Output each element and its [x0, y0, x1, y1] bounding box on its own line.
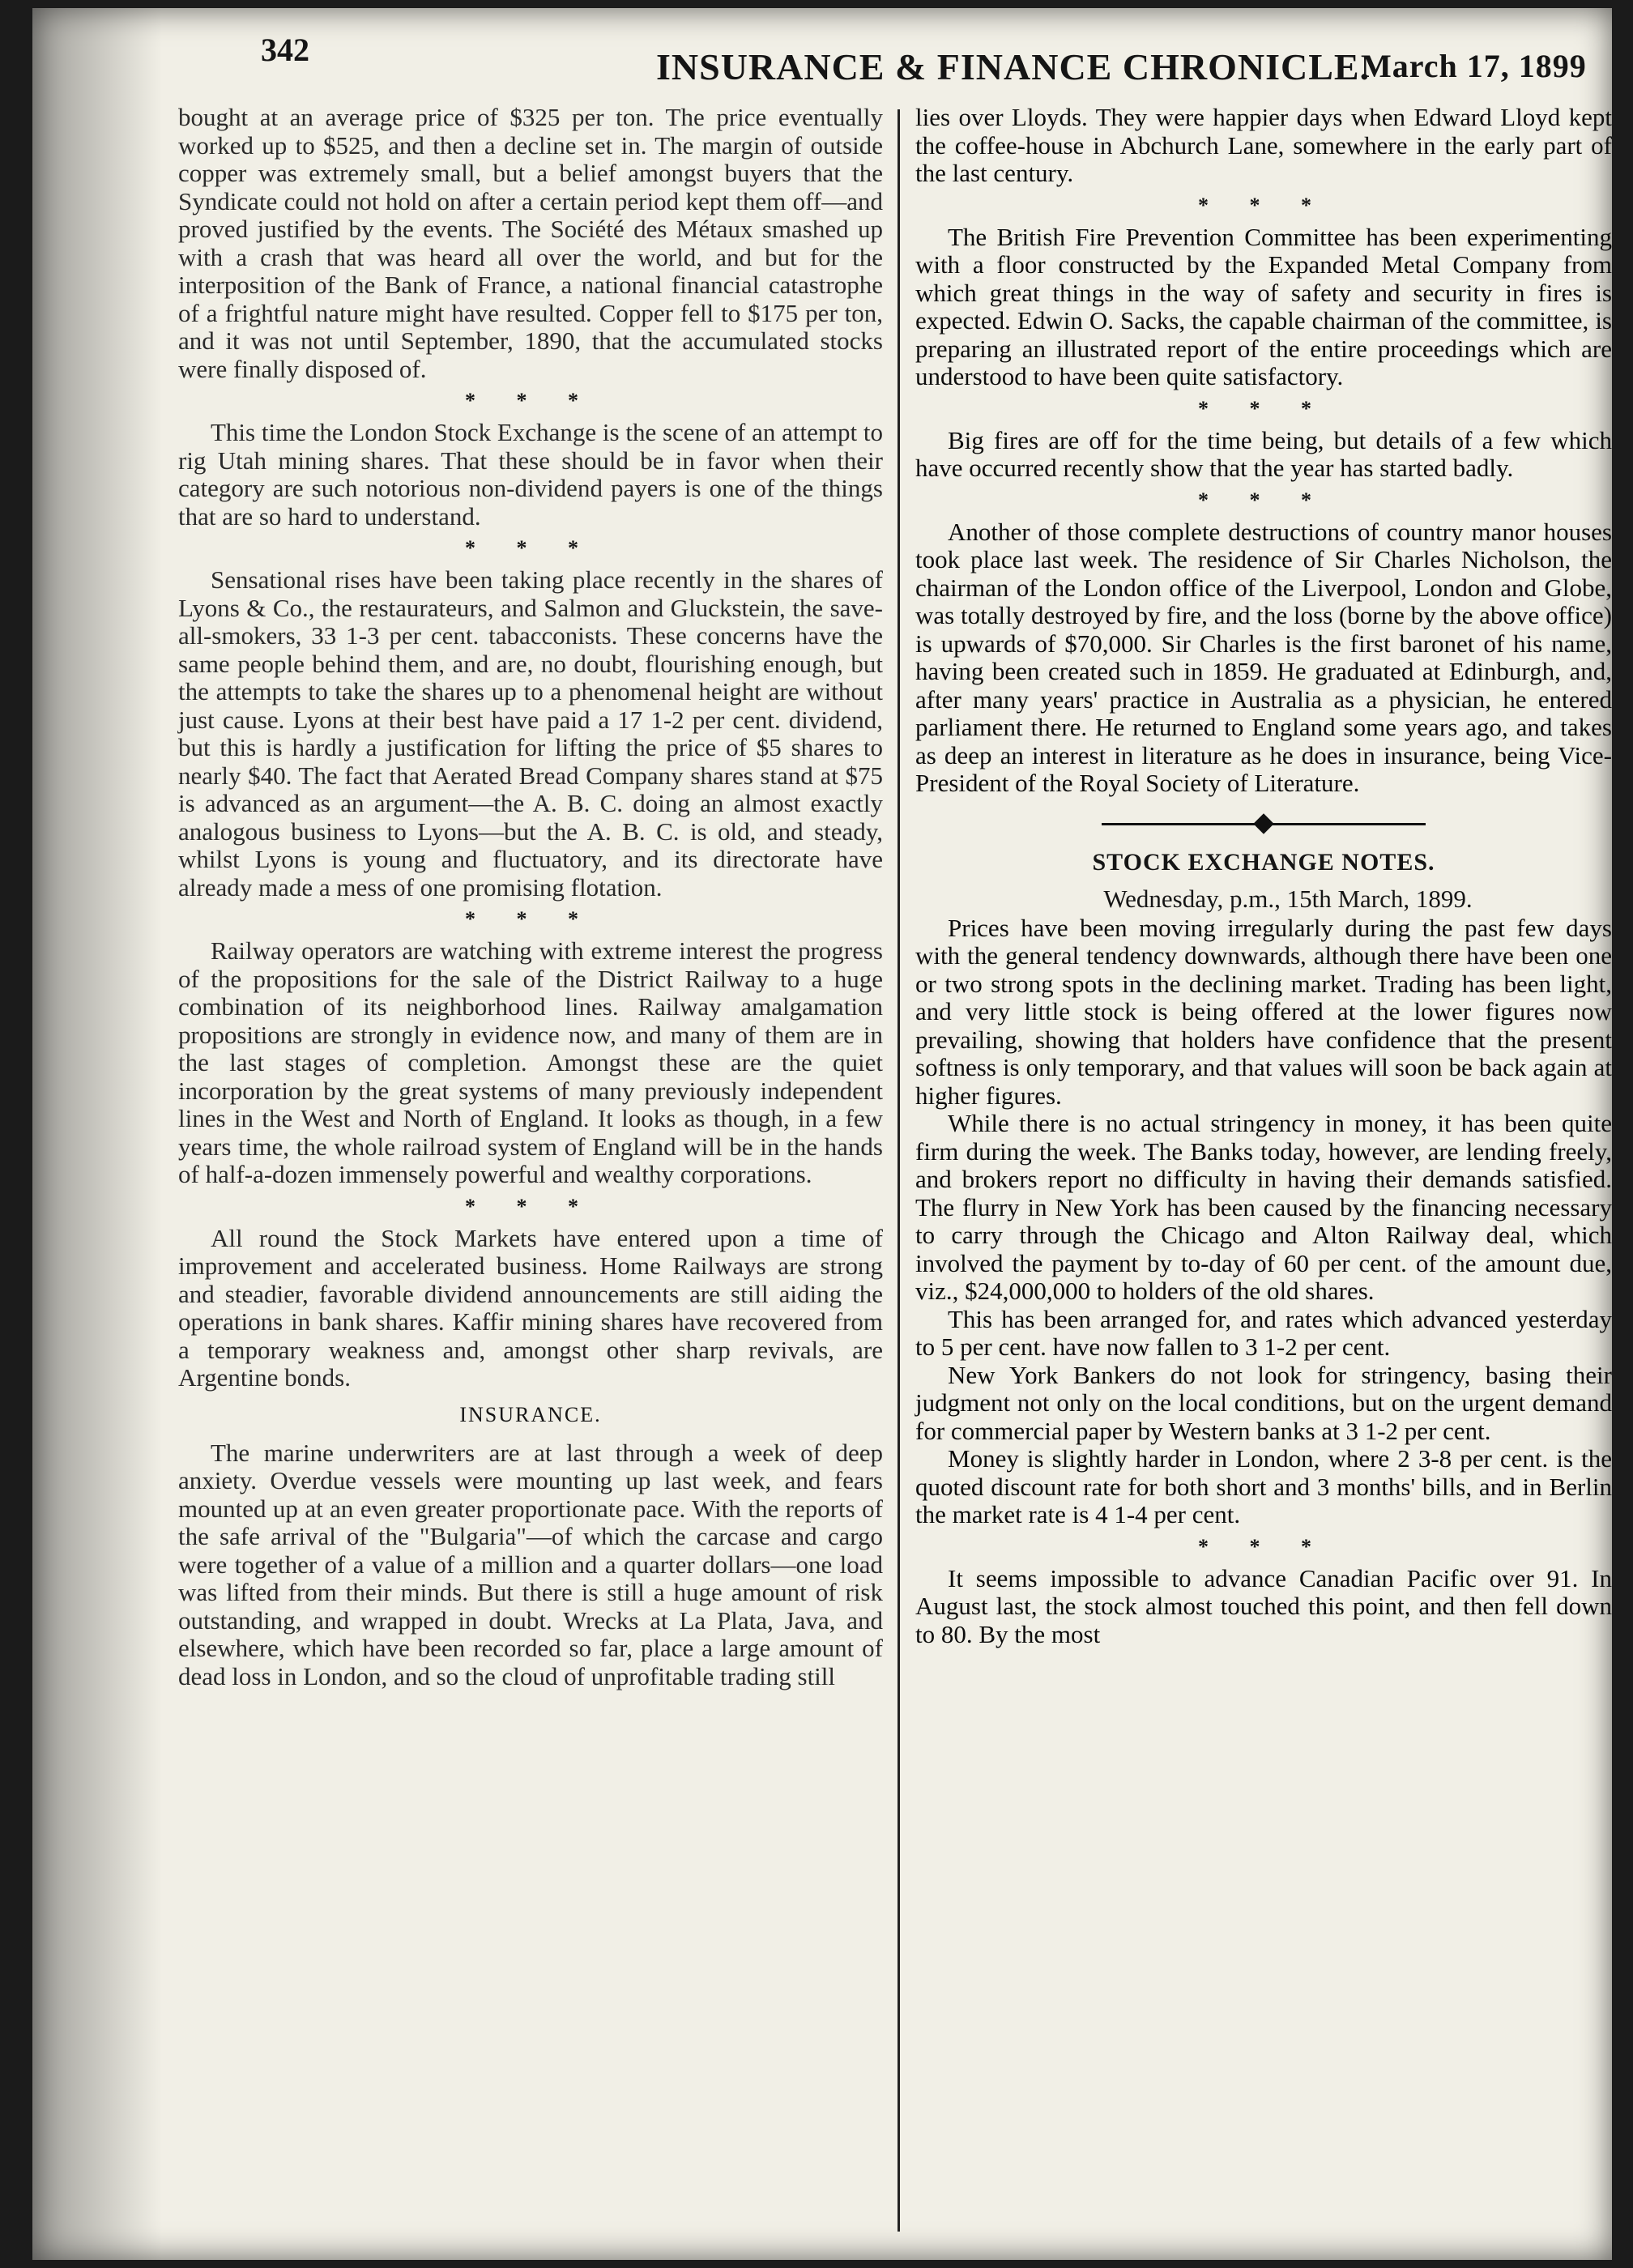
- prices-paragraph: Prices have been moving irregularly during the past few days with the general tendency downwards, although there have been one or two strong spots in the declining market. Trading has been light, and very little stock is being offered at the lower figures now prevailing, showing that holders have confidence that the present softness is only temporary, and that values will soon be back again at higher figures.: [915, 913, 1612, 1110]
- copper-paragraph: bought at an average price of $325 per ton. The price eventually worked up to $525, and then a decline set in. The margin of outside copper was extremely small, but a belief amongst buyers that the Syndicate could not hold on after a certain period kept them off—and proved justified by the events. The Société des Métaux smashed up with a crash that was heard all over the world, and but for the interposition of the Bank of France, a national financial catastrophe of a frightful nature might have resulted. Copper fell to $175 per ton, and it was not until September, 1890, that the accumulated stocks were finally disposed of.: [178, 103, 883, 383]
- london-money-paragraph: Money is slightly harder in London, where 2 3-8 per cent. is the quoted discount rate for both short and 3 months' bills, and in Berlin the market rate is 4 1-4 per cent.: [915, 1444, 1612, 1528]
- page-binding-shadow: [32, 8, 162, 2260]
- section-separator: * * *: [465, 1194, 596, 1218]
- rates-paragraph: This has been arranged for, and rates which advanced yesterday to 5 per cent. have now fallen to 3 1-2 per cent.: [915, 1304, 1612, 1361]
- section-separator: * * *: [1198, 396, 1329, 420]
- right-column: [915, 104, 1612, 1648]
- canadian-pacific-paragraph: It seems impossible to advance Canadian Pacific over 91. In August last, the stock almost touched this point, and then fell down to 80. By the most: [915, 1563, 1612, 1648]
- money-stringency-paragraph: While there is no actual stringency in money, it has been quite firm during the week. The Banks today, however, are lending freely, and brokers report no difficulty in having their demands satisfied. The flurry in New York has been caused by the financing necessary to carry through the Chicago and Alton Railway deal, which involved the payment by to-day of 60 per cent. of the amount due, viz., $24,000,000 to holders of the old shares.: [915, 1109, 1612, 1305]
- section-separator: * * *: [1198, 488, 1329, 512]
- column-rule: [898, 109, 900, 2232]
- section-separator: * * *: [465, 907, 596, 931]
- dateline: Wednesday, p.m., 15th March, 1899.: [1103, 884, 1473, 913]
- section-separator: * * *: [1198, 193, 1329, 217]
- issue-date: March 17, 1899: [1361, 48, 1587, 84]
- ornamental-divider: [915, 812, 1612, 835]
- insurance-heading: INSURANCE.: [459, 1402, 602, 1426]
- page-header: [32, 31, 1612, 96]
- big-fires-paragraph: Big fires are off for the time being, but details of a few which have occurred recently show that the year has started badly.: [915, 425, 1612, 482]
- new-york-bankers-paragraph: New York Bankers do not look for stringency, basing their judgment not only on the local conditions, but on the urgent demand for commercial paper by Western banks at 3 1-2 per cent.: [915, 1360, 1612, 1445]
- manor-house-fire-paragraph: Another of those complete destructions of country manor houses took place last week. The residence of Sir Charles Nicholson, the chairman of the London office of the Liverpool, London and Globe, was totally destroyed by fire, and the loss (borne by the above office) is upwards of $70,000. Sir Charles is the first baronet of his name, having been created such in 1859. He graduated at Edinburgh, and, after many years' practice in Australia as a physician, he entered parliament there. He returned to England some years ago, and takes as deep an interest in literature as he does in insurance, being Vice-President of the Royal Society of Literature.: [915, 517, 1612, 797]
- marine-underwriters-paragraph: The marine underwriters are at last through a week of deep anxiety. Overdue vessels were mounting up last week, and fears mounted up at an even greater proportionate pace. With the reports of the safe arrival of the "Bulgaria"—of which the carcase and cargo were together of a value of a million and a quarter dollars—one load was lifted from their minds. But there is still a huge amount of risk outstanding, and wrapped in doubt. Wrecks at La Plata, Java, and elsewhere, which have been recorded so far, place a large amount of dead loss in London, and so the cloud of unprofitable trading still: [178, 1438, 883, 1690]
- section-separator: * * *: [465, 536, 596, 560]
- lloyds-paragraph: lies over Lloyds. They were happier days when Edward Lloyd kept the coffee-house in Abchurch Lane, somewhere in the early part of the last century.: [915, 103, 1612, 187]
- section-separator: * * *: [1198, 1534, 1329, 1558]
- fire-prevention-paragraph: The British Fire Prevention Committee has been experimenting with a floor constructed by the Expanded Metal Company from which great things in the way of safety and security in fires is expected. Edwin O. Sacks, the capable chairman of the committee, is preparing an illustrated report of the entire proceedings which are understood to have been quite satisfactory.: [915, 222, 1612, 390]
- left-column: [178, 104, 883, 1690]
- lyons-shares-paragraph: Sensational rises have been taking place recently in the shares of Lyons & Co., the restaurateurs, and Salmon and Gluckstein, the save-all-smokers, 33 1-3 per cent. tabacconists. These concerns have the same people behind them, and are, no doubt, flourishing enough, but the attempts to take the shares up to a phenomenal height are without just cause. Lyons at their best have paid a 17 1-2 per cent. dividend, but this is hardly a justification for lifting the price of $5 shares to nearly $40. The fact that Aerated Bread Company shares stand at $75 is advanced as an argument—the A. B. C. doing an almost exactly analogous business to Lyons—but the A. B. C. is old, and steady, whilst Lyons is young and fluctuatory, and its directorate have already made a mess of one promising flotation.: [178, 565, 883, 902]
- journal-title: INSURANCE & FINANCE CHRONICLE.: [656, 46, 1371, 87]
- utah-mining-paragraph: This time the London Stock Exchange is the scene of an attempt to rig Utah mining shares. That these should be in favor when their category are such notorious non-dividend payers is one of the things that are so hard to understand.: [178, 418, 883, 531]
- stock-exchange-heading: STOCK EXCHANGE NOTES.: [1092, 848, 1435, 876]
- railway-paragraph: Railway operators are watching with extreme interest the progress of the propositions for the sale of the District Railway to a huge combination of its neighborhood lines. Railway amalgamation propositions are strongly in evidence now, and many of them are in the last stages of completion. Amongst these are the quiet incorporation by the great systems of many previously independent lines in the West and North of England. It looks as though, in a few years time, the whole railroad system of England will be in the hands of half-a-dozen immensely powerful and wealthy corporations.: [178, 936, 883, 1188]
- divider-diamond-icon: [1253, 813, 1273, 833]
- section-separator: * * *: [465, 389, 596, 412]
- stock-markets-paragraph: All round the Stock Markets have entered upon a time of improvement and accelerated business. Home Railways are strong and steadier, favorable dividend announcements are still aiding the operations in bank shares. Kaffir mining shares have recovered from a temporary weakness and, amongst other sharp revivals, are Argentine bonds.: [178, 1223, 883, 1392]
- newspaper-page: [32, 8, 1612, 2260]
- page-number: 342: [261, 32, 309, 68]
